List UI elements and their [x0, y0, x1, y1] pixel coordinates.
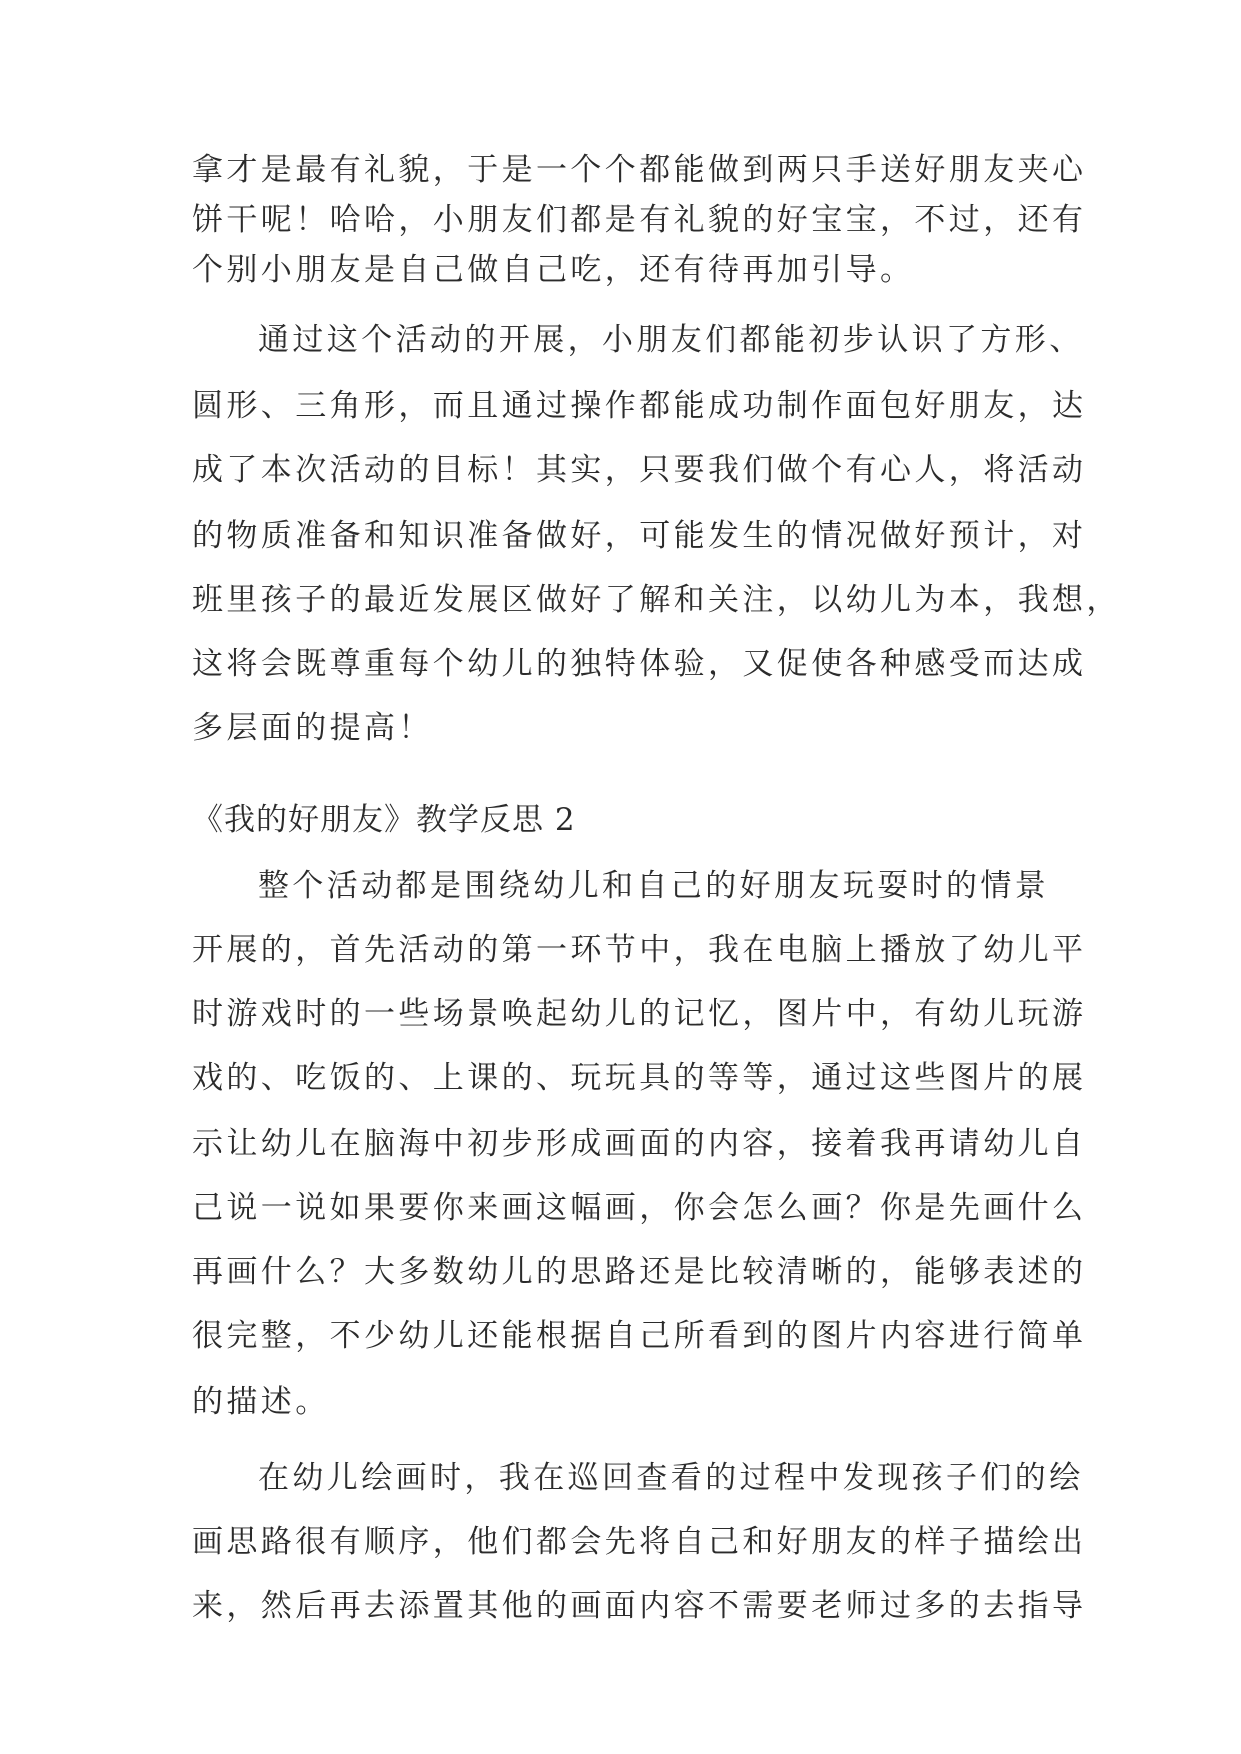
paragraph-2-line-5: 班里孩子的最近发展区做好了解和关注，以幼儿为本，我想， [192, 582, 1121, 618]
paragraph-3-line-7: 再画什么？大多数幼儿的思路还是比较清晰的，能够表述的 [192, 1254, 1087, 1290]
paragraph-1-line-2: 饼干呢！哈哈，小朋友们都是有礼貌的好宝宝，不过，还有 [192, 202, 1087, 238]
paragraph-4-line-2: 画思路很有顺序，他们都会先将自己和好朋友的样子描绘出 [192, 1524, 1087, 1560]
paragraph-4-line-3: 来，然后再去添置其他的画面内容不需要老师过多的去指导 [192, 1588, 1087, 1624]
paragraph-2-line-3: 成了本次活动的目标！其实，只要我们做个有心人，将活动 [192, 452, 1087, 488]
paragraph-1-line-1: 拿才是最有礼貌，于是一个个都能做到两只手送好朋友夹心 [192, 152, 1087, 188]
paragraph-3-line-6: 己说一说如果要你来画这幅画，你会怎么画？你是先画什么 [192, 1190, 1087, 1226]
paragraph-2-line-4: 的物质准备和知识准备做好，可能发生的情况做好预计，对 [192, 518, 1087, 554]
paragraph-3-line-1: 整个活动都是围绕幼儿和自己的好朋友玩耍时的情景 [258, 868, 1050, 904]
paragraph-3-line-8: 很完整，不少幼儿还能根据自己所看到的图片内容进行简单 [192, 1318, 1087, 1354]
paragraph-3-line-3: 时游戏时的一些场景唤起幼儿的记忆，图片中，有幼儿玩游 [192, 996, 1087, 1032]
paragraph-3-line-4: 戏的、吃饭的、上课的、玩玩具的等等，通过这些图片的展 [192, 1060, 1087, 1096]
paragraph-3-line-2: 开展的，首先活动的第一环节中，我在电脑上播放了幼儿平 [192, 932, 1087, 968]
paragraph-2-line-1: 通过这个活动的开展，小朋友们都能初步认识了方形、 [258, 322, 1084, 358]
section-title: 《我的好朋友》教学反思 2 [192, 802, 576, 838]
paragraph-4-line-1: 在幼儿绘画时，我在巡回查看的过程中发现孩子们的绘 [258, 1460, 1084, 1496]
paragraph-3-line-5: 示让幼儿在脑海中初步形成画面的内容，接着我再请幼儿自 [192, 1126, 1087, 1162]
paragraph-2-line-2: 圆形、三角形，而且通过操作都能成功制作面包好朋友，达 [192, 388, 1087, 424]
paragraph-2-line-6: 这将会既尊重每个幼儿的独特体验，又促使各种感受而达成 [192, 646, 1087, 682]
paragraph-3-line-9: 的描述。 [192, 1384, 330, 1420]
paragraph-2-line-7: 多层面的提高！ [192, 710, 433, 746]
paragraph-1-line-3: 个别小朋友是自己做自己吃，还有待再加引导。 [192, 252, 915, 288]
